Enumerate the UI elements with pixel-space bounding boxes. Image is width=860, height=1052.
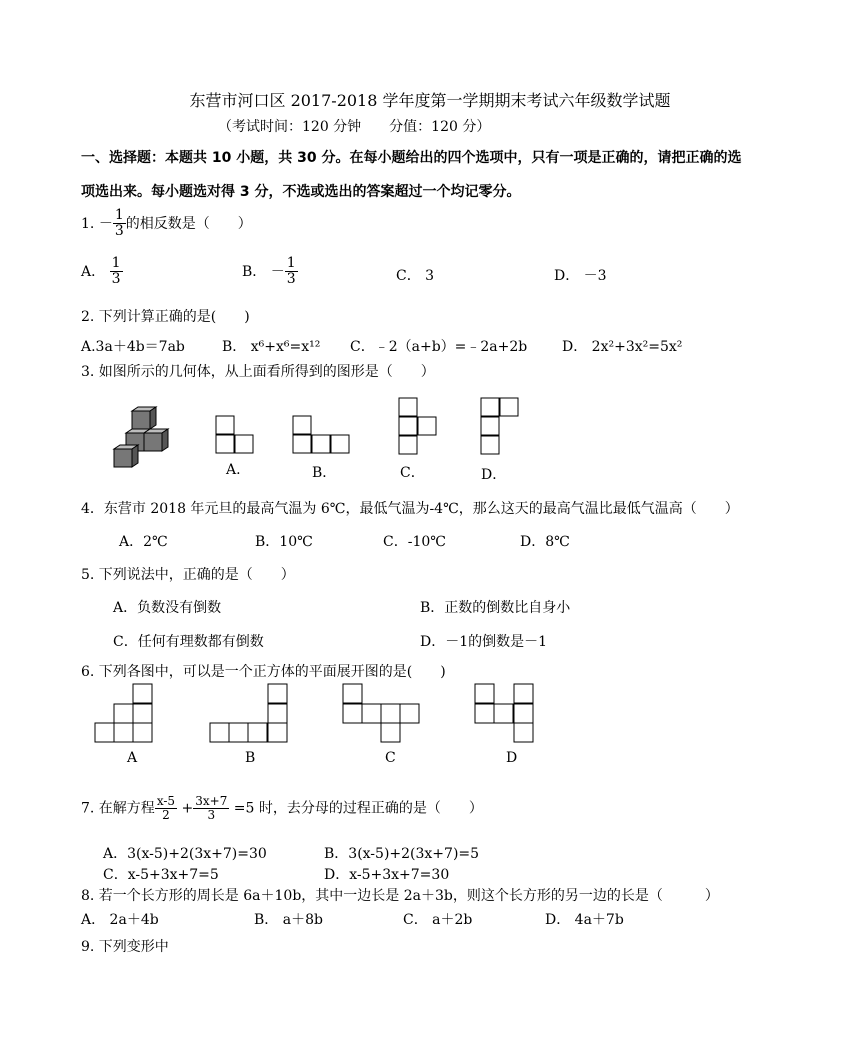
fraction <box>113 208 126 240</box>
q1-option-c: C． 3 <box>396 268 435 284</box>
option-label: A． <box>81 263 106 280</box>
question-7 <box>81 795 483 822</box>
q8-option-a: A． 2a＋4b <box>81 912 159 928</box>
q6-net-a <box>93 683 155 745</box>
q6-net-b <box>208 683 290 745</box>
q1-option-d: D． －3 <box>554 268 607 284</box>
q2-option-a: A.3a＋4b＝7ab <box>81 339 185 355</box>
minus-sign: － <box>270 263 285 280</box>
denominator: 2 <box>162 808 170 823</box>
numerator: 1 <box>111 255 121 271</box>
q3-figure-a <box>215 415 255 455</box>
section-instructions-line1: 一、选择题：本题共 10 小题，共 30 分。在每小题给出的四个选项中，只有一项是正确的，请把正确的选 <box>81 150 742 166</box>
minus-sign: － <box>98 215 113 232</box>
numerator: 3x+7 <box>195 794 228 808</box>
q7-option-a: A．3(x-5)+2(3x+7)=30 <box>103 846 267 862</box>
q4-option-b: B．10℃ <box>255 534 313 550</box>
q8-option-c: C． a＋2b <box>403 912 473 928</box>
q6-net-c <box>342 683 424 745</box>
question-1 <box>81 208 252 240</box>
question-8: 8. 若一个长方形的周长是 6a＋10b，其中一边长是 2a＋3b，则这个长方形的另一边的长是（ ） <box>81 888 719 904</box>
denominator: 3 <box>286 271 296 288</box>
q2-option-b: B． x⁶+x⁶=x¹² <box>222 339 321 355</box>
q2-option-d: D． 2x²+3x²=5x² <box>562 339 683 355</box>
q6-label-c: C <box>385 750 396 766</box>
plus-sign: + <box>181 800 194 817</box>
question-3: 3. 如图所示的几何体，从上面看所得到的图形是（ ） <box>81 364 435 380</box>
option-label: B． <box>242 263 267 280</box>
q5-option-c: C．任何有理数都有倒数 <box>113 634 264 650</box>
q4-option-c: C．-10℃ <box>383 534 446 550</box>
q3-label-a: A. <box>226 462 241 478</box>
fraction <box>285 256 298 288</box>
q8-option-d: D． 4a＋7b <box>545 912 624 928</box>
q3-label-c: C． <box>400 465 425 481</box>
q3-figure-b <box>292 415 352 455</box>
fraction <box>110 256 123 288</box>
q7-option-d: D．x-5+3x+7=30 <box>324 867 450 883</box>
q3-figure-c <box>398 397 438 457</box>
question-text: =5 时，去分母的过程正确的是（ ） <box>233 800 483 817</box>
fraction <box>193 795 229 822</box>
question-2: 2. 下列计算正确的是( ) <box>81 309 250 325</box>
q8-option-b: B． a＋8b <box>254 912 323 928</box>
q1-option-a <box>81 256 123 288</box>
q4-option-a: A．2℃ <box>119 534 168 550</box>
question-4: 4．东营市 2018 年元旦的最高气温为 6℃，最低气温为-4℃，那么这天的最高气温比最低气温高（ ） <box>81 501 739 517</box>
fraction <box>155 795 177 822</box>
q3-figure-d <box>480 397 520 457</box>
denominator: 3 <box>114 223 124 240</box>
section-instructions-line2: 项选出来。每小题选对得 3 分，不选或选出的答案超过一个均记零分。 <box>81 184 521 200</box>
q6-label-b: B <box>245 750 256 766</box>
denominator: 3 <box>111 271 121 288</box>
numerator: 1 <box>114 207 124 223</box>
question-number: 1. <box>81 215 95 232</box>
exam-info: （考试时间：120 分钟 分值：120 分） <box>218 119 491 135</box>
q5-option-d: D．－1的倒数是－1 <box>420 634 548 650</box>
q6-label-a: A <box>127 750 138 766</box>
question-5: 5. 下列说法中，正确的是（ ） <box>81 567 295 583</box>
denominator: 3 <box>207 808 216 823</box>
q6-net-d <box>474 683 536 745</box>
numerator: 1 <box>286 255 296 271</box>
q5-option-a: A．负数没有倒数 <box>113 600 222 616</box>
q1-option-b <box>242 256 298 288</box>
q6-label-d: D <box>506 750 518 766</box>
q4-option-d: D．8℃ <box>520 534 570 550</box>
q7-option-c: C．x-5+3x+7=5 <box>103 867 219 883</box>
numerator: x-5 <box>156 794 176 808</box>
question-6: 6. 下列各图中，可以是一个正方体的平面展开图的是( ) <box>81 664 446 680</box>
q5-option-b: B．正数的倒数比自身小 <box>420 600 571 616</box>
q2-option-c: C．﹣2（a+b）=﹣2a+2b <box>350 339 528 355</box>
q3-label-d: D． <box>481 467 507 483</box>
question-9: 9. 下列变形中 <box>81 939 169 955</box>
q7-option-b: B．3(x-5)+2(3x+7)=5 <box>324 846 480 862</box>
cube-solid-figure <box>110 405 170 469</box>
page-title: 东营市河口区 2017-2018 学年度第一学期期末考试六年级数学试题 <box>189 91 671 110</box>
q3-label-b: B． <box>312 465 337 481</box>
question-text: 7. 在解方程 <box>81 800 155 817</box>
question-text: 的相反数是（ ） <box>125 215 252 232</box>
